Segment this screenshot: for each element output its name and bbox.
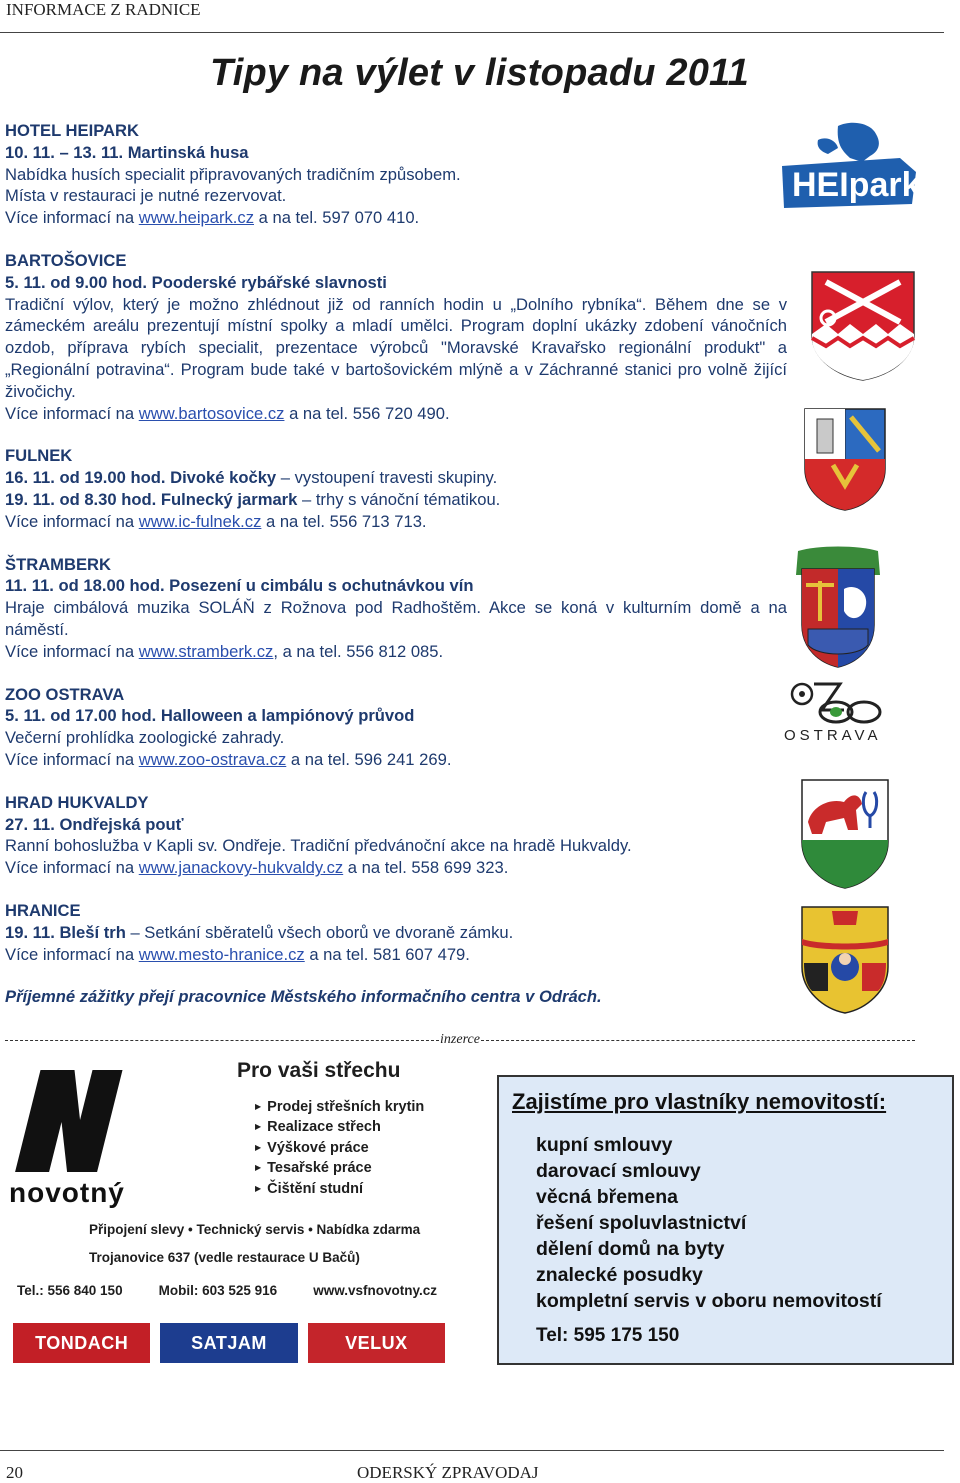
- event-more-info: [5, 511, 787, 533]
- event-more-info: [5, 944, 787, 966]
- coat-of-arms-icon: [788, 545, 888, 670]
- property-ad-title: Zajistíme pro vlastníky nemovitostí:: [512, 1089, 887, 1114]
- more-prefix: Více informací na: [5, 208, 139, 228]
- event-more-info: [5, 641, 787, 663]
- coat-of-arms-icon: [800, 778, 890, 890]
- event-date-title: 11. 11. od 18.00 hod. Posezení u cimbálu s ochutnávkou vín: [5, 576, 474, 596]
- more-prefix: Více informací na: [5, 944, 139, 964]
- event-date-title: 5. 11. od 17.00 hod. Halloween a lampiónový průvod: [5, 706, 415, 726]
- event-date-title: 27. 11. Ondřejská pouť: [5, 814, 184, 834]
- stramberk-coat-of-arms: [788, 545, 888, 670]
- novotny-brand-name: novotný: [9, 1177, 125, 1208]
- phone-text: , a na tel. 556 812 085.: [273, 641, 444, 661]
- event-more-info: [5, 749, 787, 771]
- event-hranice: [5, 900, 787, 965]
- event-hukvaldy: [5, 792, 787, 879]
- event-text: Ranní bohoslužba v Kapli sv. Ondřeje. Tradiční předvánoční akce na hradě Hukvaldy.: [5, 836, 632, 856]
- fulnek-coat-of-arms: [803, 407, 887, 512]
- event-date-title: 5. 11. od 9.00 hod. Pooderské rybářské slavnosti: [5, 272, 387, 292]
- brand-satjam-logo: SATJAM: [160, 1323, 297, 1363]
- event-text: Nabídka husích specialit připravovaných tradičním způsobem.: [5, 164, 461, 184]
- novotny-address: Trojanovice 637 (vedle restaurace U Bačů): [89, 1250, 360, 1265]
- event-link[interactable]: www.stramberk.cz: [138, 641, 274, 661]
- event-link[interactable]: www.janackovy-hukvaldy.cz: [138, 858, 344, 878]
- list-item: kompletní servis v oboru nemovitostí: [536, 1290, 882, 1312]
- zoo-ostrava-logo: [778, 680, 888, 748]
- bartosovice-coat-of-arms: [808, 268, 918, 383]
- zoo-logo-text: OSTRAVA: [784, 727, 882, 744]
- list-item: darovací smlouvy: [536, 1160, 701, 1182]
- heipark-logo-text: HEIpark: [792, 166, 920, 204]
- event-bartosovice: [5, 250, 787, 424]
- event-text: Večerní prohlídka zoologické zahrady.: [5, 728, 285, 748]
- separator-label: inzerce: [440, 1032, 480, 1047]
- event-link[interactable]: www.bartosovice.cz: [138, 403, 285, 423]
- event-line: [5, 467, 787, 489]
- list-item: znalecké posudky: [536, 1264, 703, 1286]
- coat-of-arms-icon: [800, 905, 890, 1015]
- header-divider: [0, 32, 944, 33]
- property-phone: Tel: 595 175 150: [536, 1325, 680, 1346]
- phone-text: a na tel. 556 713 713.: [261, 511, 427, 531]
- phone-text: a na tel. 596 241 269.: [286, 749, 452, 769]
- novotny-advert: [5, 1055, 452, 1427]
- event-place: BARTOŠOVICE: [5, 250, 127, 270]
- page-title: Tipy na výlet v listopadu 2011: [210, 52, 749, 94]
- event-date-title: 19. 11. od 8.30 hod. Fulnecký jarmark: [5, 489, 298, 509]
- more-prefix: Více informací na: [5, 511, 139, 531]
- novotny-phone: Tel.: 556 840 150: [17, 1283, 123, 1298]
- list-item: věcná břemena: [536, 1186, 678, 1208]
- more-prefix: Více informací na: [5, 403, 139, 423]
- list-item: ▶ Realizace střech: [255, 1117, 424, 1137]
- hranice-coat-of-arms: [800, 905, 890, 1015]
- phone-text: a na tel. 558 699 323.: [343, 858, 509, 878]
- event-place: FULNEK: [5, 446, 73, 466]
- event-more-info: [5, 857, 787, 879]
- event-line: [5, 922, 787, 944]
- novotny-service-list: [255, 1097, 424, 1199]
- event-link[interactable]: www.heipark.cz: [138, 208, 255, 228]
- event-place: HOTEL HEIPARK: [5, 121, 139, 140]
- event-more-info: [5, 207, 787, 229]
- event-place: ŠTRAMBERK: [5, 554, 112, 574]
- novotny-services: Připojení slevy • Technický servis • Nabídka zdarma: [89, 1222, 421, 1237]
- more-prefix: Více informací na: [5, 858, 139, 878]
- zoo-logo-graphic: [778, 680, 888, 748]
- partner-brands: [13, 1323, 445, 1363]
- novotny-web: www.vsfnovotny.cz: [313, 1283, 437, 1298]
- event-stramberk: [5, 554, 787, 663]
- separator-dashes: [481, 1040, 915, 1041]
- phone-text: a na tel. 556 720 490.: [284, 403, 450, 423]
- event-fulnek: [5, 445, 787, 532]
- brand-tondach-logo: TONDACH: [13, 1323, 150, 1363]
- advert-separator: [5, 1030, 915, 1050]
- list-item: řešení spoluvlastnictví: [536, 1212, 747, 1234]
- event-text: Místa v restauraci je nutné rezervovat.: [5, 186, 287, 206]
- event-place: HRAD HUKVALDY: [5, 792, 149, 812]
- event-zoo-ostrava: [5, 684, 787, 771]
- list-item: kupní smlouvy: [536, 1134, 673, 1156]
- event-more-info: [5, 403, 787, 425]
- phone-text: a na tel. 597 070 410.: [254, 208, 420, 228]
- novotny-mobile: Mobil: 603 525 916: [158, 1283, 278, 1298]
- event-heipark: [5, 120, 787, 229]
- event-line: [5, 489, 787, 511]
- event-date-title: 10. 11. – 13. 11. Martinská husa: [5, 142, 249, 162]
- list-item: ▶ Tesařské práce: [255, 1158, 424, 1178]
- heipark-logo: [778, 118, 920, 218]
- event-line-rest: – vystoupení travesti skupiny.: [276, 468, 498, 488]
- novotny-ad-title: Pro vaši střechu: [237, 1059, 401, 1082]
- phone-text: a na tel. 581 607 479.: [304, 944, 470, 964]
- coat-of-arms-icon: [808, 268, 918, 383]
- closing-note: Příjemné zážitky přejí pracovnice Městského informačního centra v Odrách.: [5, 987, 602, 1006]
- list-item: ▶ Čištění studní: [255, 1179, 424, 1199]
- event-date-title: 16. 11. od 19.00 hod. Divoké kočky: [5, 468, 277, 488]
- heipark-logo-graphic: [778, 118, 920, 218]
- event-link[interactable]: www.ic-fulnek.cz: [138, 511, 262, 531]
- section-header: INFORMACE Z RADNICE: [6, 0, 201, 19]
- event-text: Tradiční výlov, který je možno zhlédnout již od ranních hodin u „Dolního rybníka“. Během dne se v zámeckém areálu prezentují místní spolky a mladí umělci. Program doplní ukázky zdobení vánočních ozdob, příprava rybích specialit, prezentace výrobců "Moravské Kravařsko regionální produkt" a „Regionální potravina“. Program bude také v bartošovickém mlýně a v Záchranné stanici pro volně žijící živočichy.: [5, 294, 787, 401]
- event-list: [5, 120, 787, 986]
- list-item: ▶ Prodej střešních krytin: [255, 1097, 424, 1117]
- event-text: Hraje cimbálová muzika SOLÁŇ z Rožnova pod Radhoštěm. Akce se koná v kulturním domě a na náměstí.: [5, 598, 787, 639]
- property-service-list: [536, 1132, 882, 1314]
- event-place: HRANICE: [5, 900, 81, 920]
- publication-name: ODERSKÝ ZPRAVODAJ: [357, 1463, 539, 1482]
- list-item: dělení domů na byty: [536, 1238, 725, 1260]
- brand-velux-logo: VELUX: [308, 1323, 445, 1363]
- more-prefix: Více informací na: [5, 641, 139, 661]
- footer-divider: [0, 1450, 944, 1451]
- property-advert: [497, 1075, 954, 1365]
- event-link[interactable]: www.mesto-hranice.cz: [138, 944, 305, 964]
- novotny-contacts: [17, 1283, 437, 1298]
- hukvaldy-coat-of-arms: [800, 778, 890, 890]
- event-date-title: 19. 11. Bleší trh: [5, 922, 126, 942]
- more-prefix: Více informací na: [5, 749, 139, 769]
- event-line-rest: – Setkání sběratelů všech oborů ve dvoraně zámku.: [125, 922, 514, 942]
- separator-dashes: [5, 1040, 439, 1041]
- event-link[interactable]: www.zoo-ostrava.cz: [138, 749, 287, 769]
- coat-of-arms-icon: [803, 407, 887, 512]
- event-line-rest: – trhy s vánoční tématikou.: [297, 489, 501, 509]
- list-item: ▶ Výškové práce: [255, 1138, 424, 1158]
- event-place: ZOO OSTRAVA: [5, 684, 125, 704]
- page-number: 20: [6, 1463, 23, 1482]
